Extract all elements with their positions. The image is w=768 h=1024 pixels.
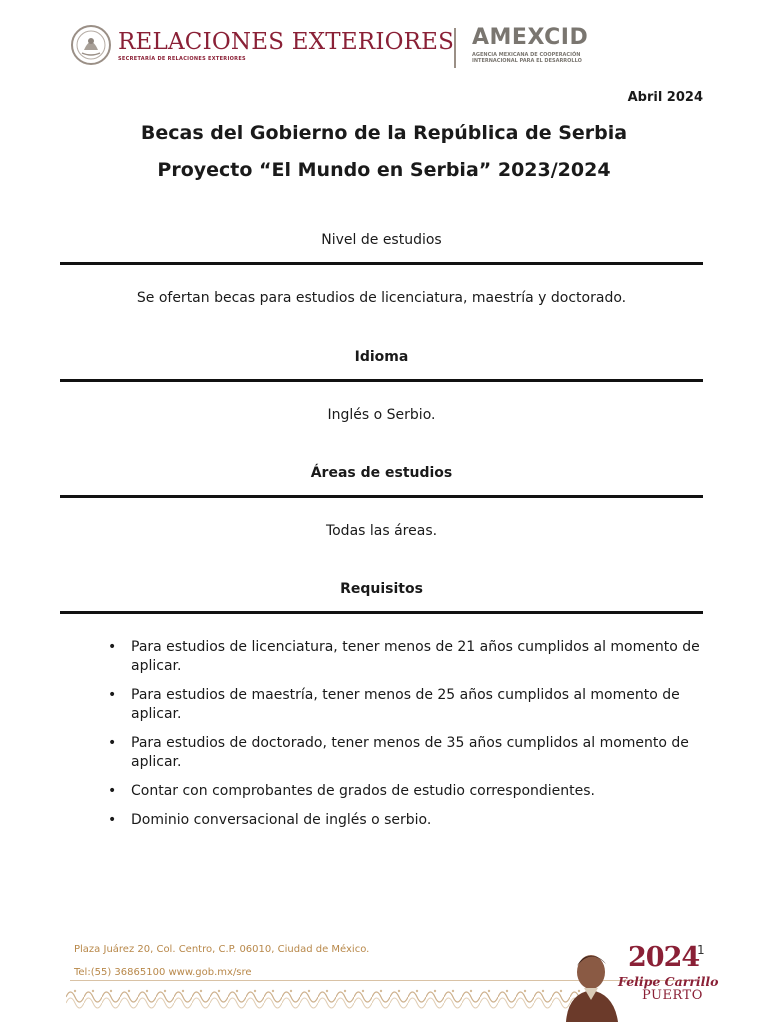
document-date: Abril 2024 [627, 90, 703, 105]
mexico-seal-icon [70, 24, 112, 66]
header-amexcid-logo [472, 25, 612, 64]
section-body-areas: Todas las áreas. [325, 523, 438, 539]
document-title-line1: Becas del Gobierno de la República de Serbia [140, 122, 628, 144]
list-item: • Para estudios de maestría, tener menos de 25 años cumplidos al momento de aplicar. [108, 686, 703, 724]
header-sre-logo [70, 22, 454, 68]
list-item: • Contar con comprobantes de grados de estudio correspondientes. [108, 782, 703, 801]
section-rule [60, 379, 703, 382]
section-heading-idioma: Idioma [354, 349, 409, 365]
logo-year: 2024 [628, 942, 700, 973]
footer-address: Plaza Juárez 20, Col. Centro, C.P. 06010, Ciudad de México. [74, 944, 370, 955]
list-item: • Para estudios de licenciatura, tener menos de 21 años cumplidos al momento de aplicar. [108, 638, 703, 676]
header-divider [454, 28, 456, 68]
sre-subtitle: SECRETARÍA DE RELACIONES EXTERIORES [118, 55, 246, 62]
list-item: • Dominio conversacional de inglés o serbio. [108, 811, 703, 830]
section-body-idioma: Inglés o Serbio. [327, 407, 436, 423]
section-heading-nivel: Nivel de estudios [321, 232, 442, 248]
page-number: 1 [697, 943, 705, 957]
logo-surname: PUERTO [642, 988, 703, 1003]
logo-name: Felipe Carrillo [618, 974, 719, 989]
section-rule [60, 495, 703, 498]
amexcid-title: AMEXCID [472, 25, 589, 50]
section-heading-areas: Áreas de estudios [310, 465, 453, 481]
section-body-nivel: Se ofertan becas para estudios de licenciatura, maestría y doctorado. [136, 290, 627, 306]
section-heading-requisitos: Requisitos [340, 581, 423, 597]
decorative-pattern-band [66, 985, 596, 1009]
amexcid-subtitle: AGENCIA MEXICANA DE COOPERACIÓN INTERNACIONAL PARA EL DESARROLLO [472, 52, 582, 64]
footer-contact: Tel:(55) 36865100 www.gob.mx/sre [74, 967, 252, 978]
sre-title: RELACIONES EXTERIORES [118, 28, 455, 55]
portrait-icon [556, 944, 626, 1022]
requirements-list [108, 638, 703, 840]
list-item: • Para estudios de doctorado, tener menos de 35 años cumplidos al momento de aplicar. [108, 734, 703, 772]
section-rule [60, 262, 703, 265]
logo-2024-felipe-carrillo-puerto [556, 942, 719, 1022]
document-title-line2: Proyecto “El Mundo en Serbia” 2023/2024 [157, 159, 611, 181]
section-rule [60, 611, 703, 614]
